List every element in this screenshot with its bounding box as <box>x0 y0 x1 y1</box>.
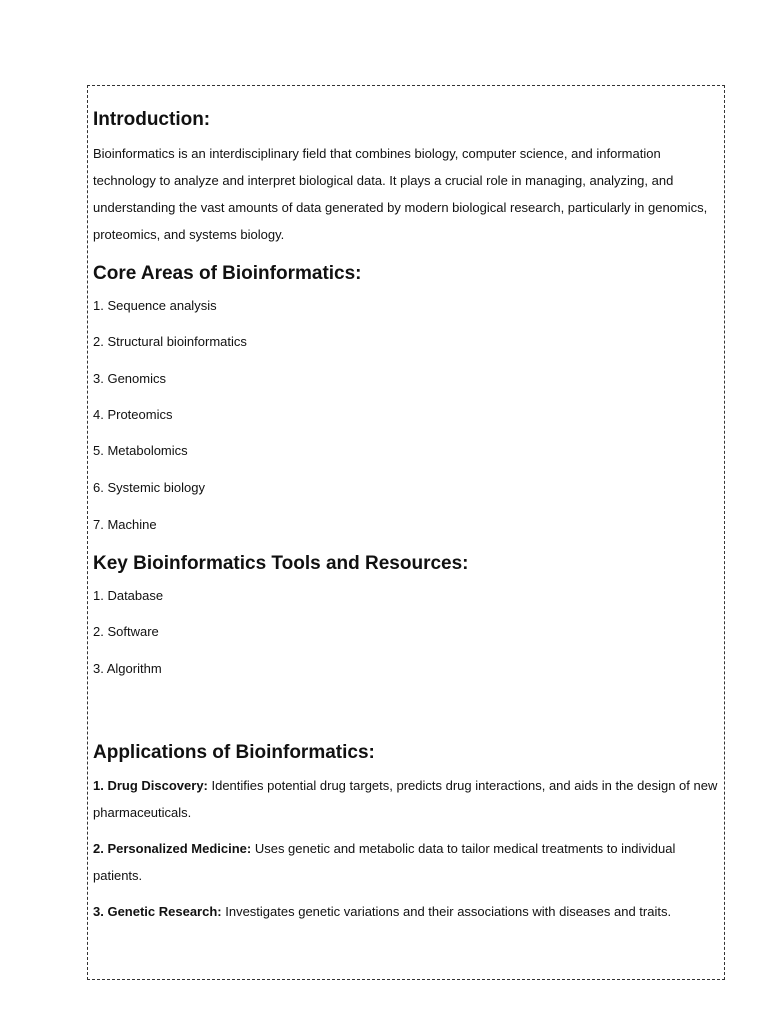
application-text-3: Investigates genetic variations and their associations with diseases and traits. <box>221 904 672 919</box>
core-area-item-5: 5. Metabolomics <box>93 443 188 458</box>
application-title-3: 3. Genetic Research: <box>93 904 222 919</box>
core-area-item-1: 1. Sequence analysis <box>93 298 217 313</box>
core-area-item-4: 4. Proteomics <box>93 407 173 422</box>
application-item-3 <box>93 898 718 925</box>
application-item-2 <box>93 835 718 889</box>
application-title-2: 2. Personalized Medicine: <box>93 841 252 856</box>
introduction-heading: Introduction: <box>93 109 211 130</box>
core-areas-heading: Core Areas of Bioinformatics: <box>93 263 362 284</box>
applications-heading: Applications of Bioinformatics: <box>93 742 375 763</box>
application-text-1: Identifies potential drug targets, predicts drug interactions, and aids in the design of new pharmaceuticals. <box>93 778 718 820</box>
tools-heading: Key Bioinformatics Tools and Resources: <box>93 553 469 574</box>
tool-item-2: 2. Software <box>93 624 159 639</box>
application-text-2: Uses genetic and metabolic data to tailor medical treatments to individual patients. <box>93 841 676 883</box>
introduction-paragraph: Bioinformatics is an interdisciplinary field that combines biology, computer science, and information technology to analyze and interpret biological data. It plays a crucial role in managing, analyzing, and understanding the vast amounts of data generated by modern biological research, particularly in genomics, proteomics, and systems biology. <box>93 146 708 242</box>
core-area-item-6: 6. Systemic biology <box>93 480 205 495</box>
core-area-item-7: 7. Machine <box>93 517 157 532</box>
core-area-item-2: 2. Structural bioinformatics <box>93 334 247 349</box>
tool-item-3: 3. Algorithm <box>93 661 162 676</box>
core-area-item-3: 3. Genomics <box>93 371 166 386</box>
tool-item-1: 1. Database <box>93 588 164 603</box>
application-item-1 <box>93 772 718 826</box>
application-title-1: 1. Drug Discovery: <box>93 778 208 793</box>
